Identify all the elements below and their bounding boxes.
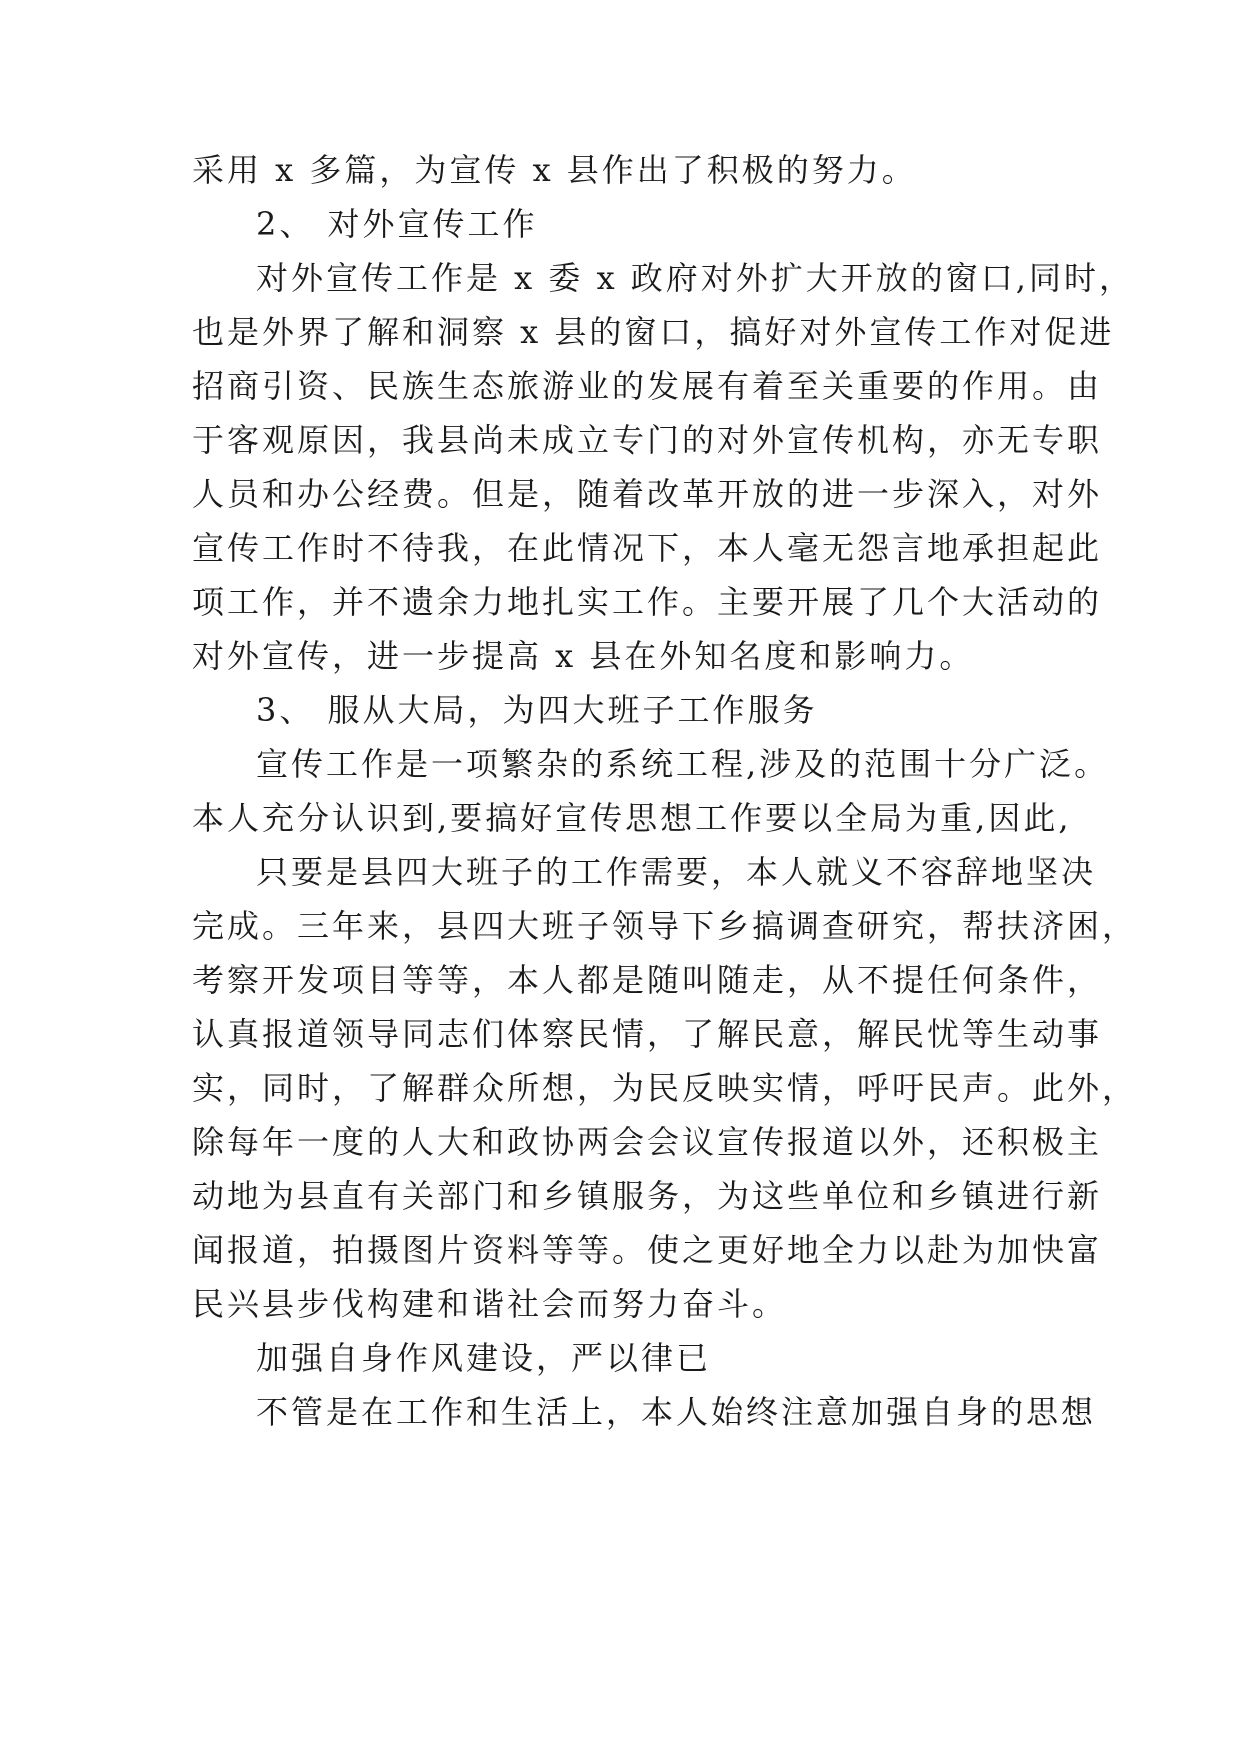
paragraph-line: 只要是县四大班子的工作需要，本人就义不容辞地坚决 — [256, 853, 1097, 891]
section-heading: 2、 对外宣传工作 — [256, 205, 538, 243]
paragraph-line: 不管是在工作和生活上，本人始终注意加强自身的思想 — [256, 1393, 1097, 1431]
paragraph-line: 对外宣传工作是 x 委 x 政府对外扩大开放的窗口,同时， — [256, 259, 1134, 297]
paragraph-line: 招商引资、民族生态旅游业的发展有着至关重要的作用。由 — [192, 367, 1103, 405]
paragraph-line: 本人充分认识到,要搞好宣传思想工作要以全局为重,因此, — [192, 799, 1072, 837]
paragraph-line: 民兴县步伐构建和谐社会而努力奋斗。 — [192, 1285, 788, 1323]
paragraph-line: 动地为县直有关部门和乡镇服务，为这些单位和乡镇进行新 — [192, 1177, 1103, 1215]
paragraph-line: 完成。三年来，县四大班子领导下乡搞调查研究，帮扶济困， — [192, 907, 1138, 945]
paragraph-line: 考察开发项目等等，本人都是随叫随走，从不提任何条件， — [192, 961, 1103, 999]
paragraph-line: 除每年一度的人大和政协两会会议宣传报道以外，还积极主 — [192, 1123, 1103, 1161]
paragraph-line: 认真报道领导同志们体察民情，了解民意，解民忧等生动事 — [192, 1015, 1103, 1053]
paragraph-line: 闻报道，拍摄图片资料等等。使之更好地全力以赴为加快富 — [192, 1231, 1103, 1269]
paragraph-line: 宣传工作是一项繁杂的系统工程,涉及的范围十分广泛。 — [256, 745, 1110, 783]
section-heading: 加强自身作风建设，严以律已 — [256, 1339, 712, 1377]
section-heading: 3、 服从大局，为四大班子工作服务 — [256, 691, 818, 729]
paragraph-line: 于客观原因，我县尚未成立专门的对外宣传机构，亦无专职 — [192, 421, 1103, 459]
paragraph-line: 宣传工作时不待我，在此情况下，本人毫无怨言地承担起此 — [192, 529, 1103, 567]
paragraph-line: 实，同时，了解群众所想，为民反映实情，呼吁民声。此外， — [192, 1069, 1138, 1107]
text-line: 采用 x 多篇，为宣传 x 县作出了积极的努力。 — [192, 151, 917, 189]
paragraph-line: 人员和办公经费。但是，随着改革开放的进一步深入，对外 — [192, 475, 1103, 513]
paragraph-line: 也是外界了解和洞察 x 县的窗口，搞好对外宣传工作对促进 — [192, 313, 1115, 351]
paragraph-line: 对外宣传，进一步提高 x 县在外知名度和影响力。 — [192, 637, 975, 675]
paragraph-line: 项工作，并不遗余力地扎实工作。主要开展了几个大活动的 — [192, 583, 1103, 621]
